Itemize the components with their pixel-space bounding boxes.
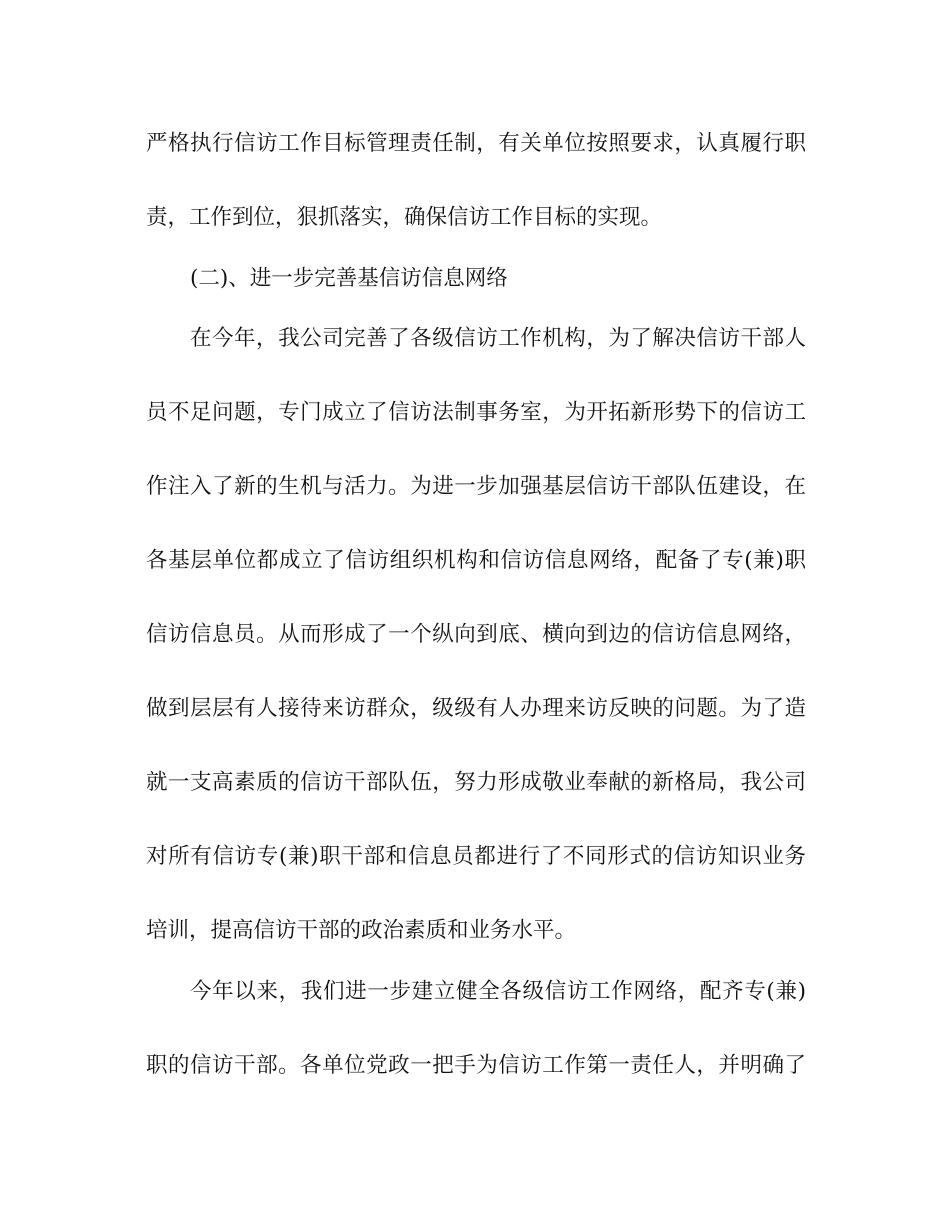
- section-heading: (二)、进一步完善基信访信息网络: [190, 266, 508, 291]
- paragraph-line: 责，工作到位，狠抓落实，确保信访工作目标的实现。: [146, 205, 663, 230]
- paragraph-line: 严格执行信访工作目标管理责任制，有关单位按照要求，认真履行职: [146, 131, 806, 156]
- paragraph-line: 做到层层有人接待来访群众，级级有人办理来访反映的问题。为了造: [146, 696, 806, 721]
- paragraph-line: 各基层单位都成立了信访组织机构和信访信息网络，配备了专(兼)职: [146, 548, 806, 573]
- paragraph-line: 作注入了新的生机与活力。为进一步加强基层信访干部队伍建设，在: [146, 474, 806, 499]
- paragraph-line: 就一支高素质的信访干部队伍，努力形成敬业奉献的新格局，我公司: [146, 770, 806, 795]
- paragraph-line: 在今年，我公司完善了各级信访工作机构，为了解决信访干部人: [190, 326, 806, 351]
- paragraph-line: 今年以来，我们进一步建立健全各级信访工作网络，配齐专(兼): [190, 979, 806, 1004]
- paragraph-line: 员不足问题，专门成立了信访法制事务室，为开拓新形势下的信访工: [146, 400, 806, 425]
- paragraph-line: 对所有信访专(兼)职干部和信息员都进行了不同形式的信访知识业务: [146, 844, 806, 869]
- paragraph-line: 信访信息员。从而形成了一个纵向到底、横向到边的信访信息网络，: [146, 622, 806, 647]
- paragraph-line: 培训，提高信访干部的政治素质和业务水平。: [146, 918, 577, 943]
- paragraph-line: 职的信访干部。各单位党政一把手为信访工作第一责任人，并明确了: [146, 1053, 806, 1078]
